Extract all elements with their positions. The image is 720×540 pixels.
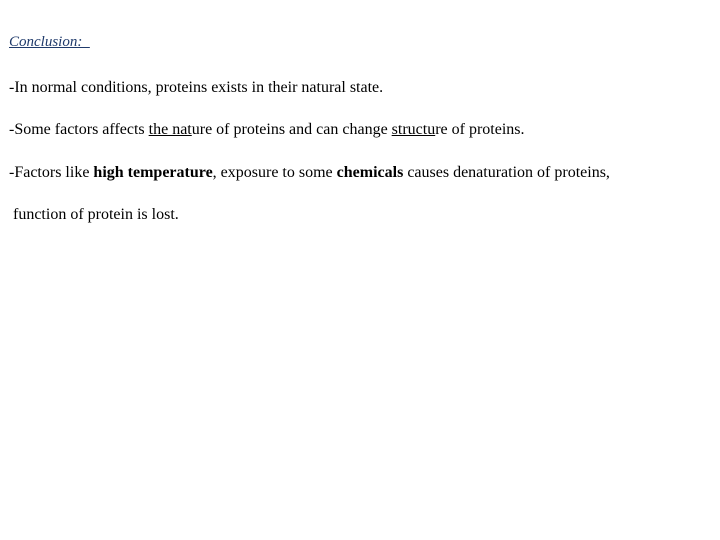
- text-segment: , exposure to some: [212, 164, 337, 181]
- bold-segment: chemicals: [336, 164, 404, 181]
- underlined-segment: the nat: [148, 121, 192, 138]
- line-normal-conditions: -In normal conditions, proteins exists in their natural state.: [9, 79, 384, 96]
- underlined-segment: structu: [391, 121, 436, 138]
- line-some-factors: [9, 120, 525, 140]
- line-factors-like: [9, 163, 610, 183]
- text-segment: ure of proteins and can change: [191, 121, 392, 138]
- text-segment: causes denaturation of proteins,: [403, 164, 610, 181]
- text-segment: -Some factors affects: [9, 121, 149, 138]
- bold-segment: high temperature: [93, 164, 213, 181]
- text-segment: re of proteins.: [435, 121, 525, 138]
- text-segment: -Factors like: [9, 164, 94, 181]
- conclusion-heading: Conclusion:: [9, 34, 90, 50]
- line-function-lost: function of protein is lost.: [13, 206, 179, 223]
